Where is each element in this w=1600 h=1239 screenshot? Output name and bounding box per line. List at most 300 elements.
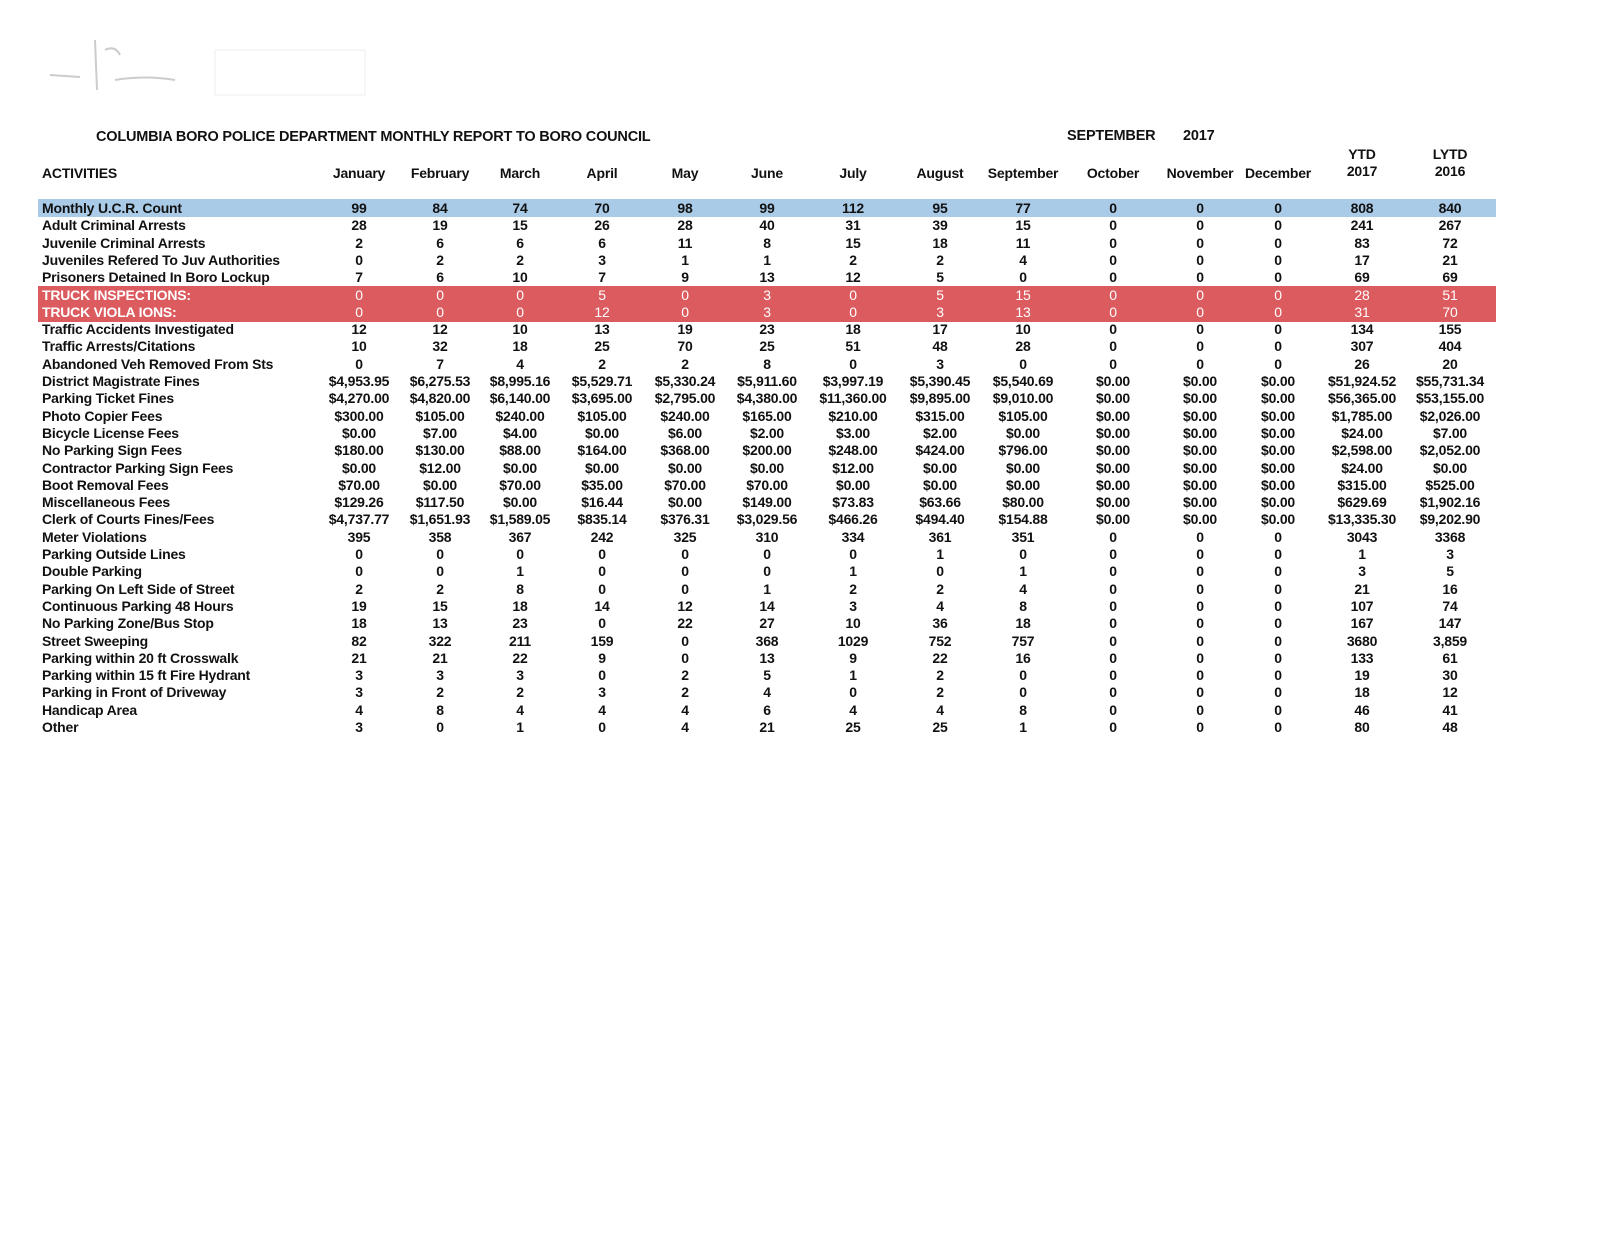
- table-cell: 2: [681, 684, 689, 701]
- table-cell: 0: [1109, 303, 1117, 320]
- table-cell: $0.00: [1182, 476, 1218, 493]
- month-header-december: December: [1244, 165, 1312, 181]
- table-cell: $0.00: [1260, 373, 1296, 389]
- table-cell: $2,026.00: [1419, 407, 1481, 424]
- table-cell: 4: [936, 597, 944, 614]
- table-cell: 0: [1109, 286, 1117, 303]
- table-cell: 28: [677, 217, 693, 234]
- table-cell: 0: [1196, 563, 1204, 580]
- table-cell: $210.00: [828, 407, 878, 424]
- table-cell: $165.00: [742, 407, 792, 424]
- table-cell: $0.00: [502, 494, 538, 511]
- table-cell: 10: [845, 615, 861, 632]
- table-cell: 3: [436, 667, 444, 684]
- table-cell: 0: [849, 546, 857, 562]
- handwritten-mark: [45, 30, 375, 100]
- table-cell: 3680: [1346, 632, 1378, 649]
- table-cell: 0: [1196, 546, 1204, 562]
- row-label: Clerk of Courts Fines/Fees: [42, 511, 215, 528]
- table-cell: 0: [681, 286, 689, 303]
- table-cell: $154.88: [998, 511, 1048, 528]
- table-cell: $6,275.53: [409, 373, 471, 389]
- table-cell: 0: [849, 303, 857, 320]
- table-cell: $80.00: [1002, 494, 1044, 511]
- table-cell: 367: [508, 528, 532, 545]
- table-cell: 0: [1019, 546, 1027, 562]
- table-cell: $0.00: [422, 476, 458, 493]
- table-cell: $2.00: [749, 424, 785, 441]
- table-cell: 2: [936, 684, 944, 701]
- month-header-january: January: [332, 165, 386, 181]
- table-cell: 12: [845, 269, 861, 286]
- table-cell: 0: [1274, 719, 1282, 735]
- table-cell: 0: [598, 615, 606, 632]
- row-label: Photo Copier Fees: [42, 407, 163, 424]
- table-cell: $0.00: [1182, 390, 1218, 407]
- table-cell: 5: [1446, 563, 1454, 580]
- table-cell: 808: [1350, 200, 1374, 216]
- table-cell: $6,140.00: [489, 390, 551, 407]
- table-cell: 51: [845, 338, 861, 355]
- table-cell: 19: [1354, 667, 1370, 684]
- table-cell: 95: [932, 200, 948, 216]
- table-cell: $5,330.24: [654, 373, 716, 389]
- table-cell: 72: [1442, 234, 1458, 251]
- table-cell: $4.00: [502, 424, 538, 441]
- table-cell: 3: [355, 719, 363, 735]
- table-cell: 4: [936, 701, 944, 718]
- table-cell: $6.00: [667, 424, 703, 441]
- table-cell: 77: [1015, 200, 1031, 216]
- table-cell: 13: [1015, 303, 1031, 320]
- table-cell: $55,731.34: [1415, 373, 1485, 389]
- table-cell: 15: [1015, 286, 1031, 303]
- table-cell: 0: [1196, 615, 1204, 632]
- table-cell: 0: [1274, 615, 1282, 632]
- table-cell: 167: [1350, 615, 1374, 632]
- table-cell: $24.00: [1341, 459, 1383, 476]
- table-cell: 26: [594, 217, 610, 234]
- table-cell: 4: [1019, 251, 1027, 268]
- table-cell: $70.00: [746, 476, 788, 493]
- table-cell: $3,029.56: [736, 511, 798, 528]
- row-label: Miscellaneous Fees: [42, 494, 170, 511]
- month-header-october: October: [1086, 165, 1140, 181]
- table-cell: 4: [1019, 580, 1027, 597]
- table-cell: 0: [1274, 355, 1282, 372]
- table-cell: $0.00: [584, 424, 620, 441]
- table-cell: 0: [436, 546, 444, 562]
- table-cell: $200.00: [742, 442, 792, 459]
- table-cell: $424.00: [915, 442, 965, 459]
- table-cell: 28: [351, 217, 367, 234]
- table-cell: 307: [1350, 338, 1374, 355]
- table-cell: 2: [936, 667, 944, 684]
- table-cell: 2: [681, 355, 689, 372]
- table-cell: 0: [681, 563, 689, 580]
- table-cell: 0: [1274, 563, 1282, 580]
- table-cell: 0: [1109, 649, 1117, 666]
- table-cell: 0: [1196, 649, 1204, 666]
- table-cell: $0.00: [1095, 476, 1131, 493]
- table-cell: 0: [1109, 580, 1117, 597]
- table-cell: $5,390.45: [909, 373, 971, 389]
- table-cell: $0.00: [1095, 424, 1131, 441]
- table-cell: 21: [432, 649, 448, 666]
- table-cell: $0.00: [341, 424, 377, 441]
- table-cell: 12: [1442, 684, 1458, 701]
- table-cell: 0: [355, 286, 363, 303]
- table-cell: 0: [1109, 597, 1117, 614]
- table-cell: 3: [516, 667, 524, 684]
- table-cell: 752: [928, 632, 952, 649]
- table-cell: 0: [763, 563, 771, 580]
- row-label: Double Parking: [42, 563, 142, 580]
- table-cell: $0.00: [1260, 511, 1296, 528]
- table-cell: $56,365.00: [1327, 390, 1397, 407]
- table-cell: 1: [763, 580, 771, 597]
- table-cell: 322: [428, 632, 452, 649]
- row-label: Monthly U.C.R. Count: [42, 200, 182, 216]
- table-cell: 39: [932, 217, 948, 234]
- row-label: Juveniles Refered To Juv Authorities: [42, 251, 280, 268]
- table-cell: 16: [1015, 649, 1031, 666]
- table-cell: 3: [763, 286, 771, 303]
- table-cell: 30: [1442, 667, 1458, 684]
- table-cell: 0: [1196, 321, 1204, 338]
- table-cell: 0: [1274, 286, 1282, 303]
- table-cell: 0: [355, 251, 363, 268]
- table-cell: $0.00: [1260, 407, 1296, 424]
- month-header-april: April: [586, 165, 618, 181]
- table-cell: 2: [516, 684, 524, 701]
- table-cell: 17: [932, 321, 948, 338]
- table-cell: 1: [936, 546, 944, 562]
- table-cell: 0: [1196, 217, 1204, 234]
- table-cell: 0: [681, 632, 689, 649]
- table-cell: 0: [681, 303, 689, 320]
- table-cell: 1: [849, 667, 857, 684]
- table-cell: $0.00: [502, 459, 538, 476]
- table-cell: 15: [1015, 217, 1031, 234]
- row-label: Abandoned Veh Removed From Sts: [42, 355, 274, 372]
- table-cell: 0: [849, 684, 857, 701]
- report-month: SEPTEMBER: [1067, 128, 1156, 144]
- table-cell: 5: [598, 286, 606, 303]
- table-cell: 0: [1109, 701, 1117, 718]
- month-header-february: February: [410, 165, 470, 181]
- table-cell: 12: [594, 303, 610, 320]
- table-cell: 22: [512, 649, 528, 666]
- row-label: TRUCK VIOLA IONS:: [42, 303, 177, 320]
- table-cell: 48: [932, 338, 948, 355]
- row-label: Meter Violations: [42, 528, 147, 545]
- table-cell: 0: [1274, 269, 1282, 286]
- table-cell: 112: [842, 200, 864, 216]
- table-cell: $0.00: [1005, 459, 1041, 476]
- table-cell: 6: [598, 234, 606, 251]
- table-cell: $1,589.05: [489, 511, 551, 528]
- table-cell: 325: [673, 528, 697, 545]
- table-cell: 61: [1442, 649, 1458, 666]
- table-cell: 10: [512, 269, 528, 286]
- report-title: COLUMBIA BORO POLICE DEPARTMENT MONTHLY REPORT TO BORO COUNCIL: [96, 129, 651, 145]
- table-cell: 0: [1274, 251, 1282, 268]
- table-cell: 3043: [1346, 528, 1378, 545]
- table-cell: $180.00: [334, 442, 384, 459]
- table-cell: $5,540.69: [992, 373, 1054, 389]
- table-cell: 0: [1109, 338, 1117, 355]
- table-cell: 6: [436, 234, 444, 251]
- table-cell: 15: [845, 234, 861, 251]
- table-cell: $0.00: [922, 459, 958, 476]
- table-cell: $11,360.00: [819, 390, 887, 407]
- row-label: Adult Criminal Arrests: [42, 217, 186, 234]
- table-cell: $0.00: [835, 476, 871, 493]
- table-cell: 0: [1196, 684, 1204, 701]
- table-cell: $0.00: [584, 459, 620, 476]
- table-cell: 25: [932, 719, 948, 735]
- table-cell: 15: [432, 597, 448, 614]
- table-cell: 0: [355, 355, 363, 372]
- table-cell: 8: [436, 701, 444, 718]
- table-cell: 28: [1354, 286, 1370, 303]
- table-cell: 0: [436, 303, 444, 320]
- table-cell: 0: [1274, 684, 1282, 701]
- table-cell: 18: [845, 321, 861, 338]
- table-cell: 0: [1109, 251, 1117, 268]
- table-cell: $248.00: [828, 442, 878, 459]
- table-cell: 0: [1109, 269, 1117, 286]
- table-cell: 11: [1015, 234, 1031, 251]
- table-cell: 3: [1358, 563, 1366, 580]
- table-cell: $2,795.00: [654, 390, 716, 407]
- table-cell: 5: [763, 667, 771, 684]
- table-cell: 2: [849, 580, 857, 597]
- table-cell: $53,155.00: [1415, 390, 1485, 407]
- table-cell: $0.00: [1095, 511, 1131, 528]
- table-cell: 310: [755, 528, 779, 545]
- row-label: Parking Outside Lines: [42, 546, 186, 562]
- table-cell: $376.31: [660, 511, 710, 528]
- table-cell: $0.00: [1095, 442, 1131, 459]
- table-cell: $315.00: [915, 407, 965, 424]
- table-cell: 21: [1354, 580, 1370, 597]
- table-cell: 0: [436, 719, 444, 735]
- table-cell: 0: [1109, 217, 1117, 234]
- row-label: Parking within 15 ft Fire Hydrant: [42, 667, 251, 684]
- table-cell: 3: [936, 355, 944, 372]
- table-cell: 11: [677, 234, 693, 251]
- table-cell: 3: [849, 597, 857, 614]
- table-cell: 0: [681, 649, 689, 666]
- table-cell: 2: [936, 580, 944, 597]
- table-cell: 0: [1109, 528, 1117, 545]
- table-cell: 1: [681, 251, 689, 268]
- table-cell: $164.00: [577, 442, 627, 459]
- table-cell: $9,010.00: [992, 390, 1054, 407]
- table-cell: 0: [1196, 355, 1204, 372]
- table-cell: 0: [1274, 217, 1282, 234]
- lytd-header: LYTD: [1432, 146, 1468, 162]
- table-cell: 13: [594, 321, 610, 338]
- table-cell: 3: [598, 684, 606, 701]
- table-cell: 134: [1350, 321, 1374, 338]
- row-label: Juvenile Criminal Arrests: [42, 234, 206, 251]
- table-cell: $4,953.95: [328, 373, 390, 389]
- table-cell: 26: [1354, 355, 1370, 372]
- table-cell: 0: [1109, 719, 1117, 735]
- table-cell: $88.00: [499, 442, 541, 459]
- table-cell: 36: [932, 615, 948, 632]
- table-cell: 0: [1109, 615, 1117, 632]
- table-cell: 3368: [1434, 528, 1466, 545]
- row-label: Handicap Area: [42, 701, 137, 718]
- table-cell: 1029: [837, 632, 869, 649]
- table-cell: $70.00: [664, 476, 706, 493]
- table-cell: $1,785.00: [1331, 407, 1393, 424]
- table-cell: 8: [763, 355, 771, 372]
- table-cell: 1: [516, 719, 524, 735]
- table-cell: 0: [1196, 303, 1204, 320]
- table-cell: 13: [432, 615, 448, 632]
- table-cell: $7.00: [422, 424, 458, 441]
- table-cell: 46: [1354, 701, 1370, 718]
- table-cell: $0.00: [1095, 459, 1131, 476]
- table-cell: $0.00: [1095, 373, 1131, 389]
- table-cell: $3.00: [835, 424, 871, 441]
- table-cell: 18: [932, 234, 948, 251]
- table-cell: $105.00: [415, 407, 465, 424]
- table-cell: 0: [1109, 546, 1117, 562]
- table-cell: 6: [436, 269, 444, 286]
- table-cell: $2,598.00: [1331, 442, 1393, 459]
- table-cell: 2: [355, 234, 363, 251]
- table-cell: 15: [512, 217, 528, 234]
- table-cell: 0: [1196, 719, 1204, 735]
- table-cell: 8: [763, 234, 771, 251]
- table-cell: 0: [1274, 580, 1282, 597]
- table-cell: 0: [1019, 355, 1027, 372]
- table-cell: $0.00: [1182, 459, 1218, 476]
- table-cell: 12: [351, 321, 367, 338]
- table-cell: 4: [763, 684, 771, 701]
- table-cell: 83: [1354, 234, 1370, 251]
- table-cell: 40: [759, 217, 775, 234]
- table-cell: 51: [1442, 286, 1458, 303]
- table-cell: 13: [759, 269, 775, 286]
- table-cell: 0: [849, 286, 857, 303]
- table-cell: 3: [355, 684, 363, 701]
- table-cell: 7: [598, 269, 606, 286]
- table-cell: 2: [598, 355, 606, 372]
- table-cell: 0: [1196, 667, 1204, 684]
- table-cell: 1: [1358, 546, 1366, 562]
- table-cell: $70.00: [338, 476, 380, 493]
- row-label: Traffic Accidents Investigated: [42, 321, 234, 338]
- table-cell: 4: [355, 701, 363, 718]
- table-cell: 0: [1109, 200, 1117, 216]
- table-cell: 4: [598, 701, 606, 718]
- table-cell: 7: [355, 269, 363, 286]
- table-cell: 358: [428, 528, 452, 545]
- table-cell: 241: [1350, 217, 1374, 234]
- table-cell: 13: [759, 649, 775, 666]
- table-cell: 3: [598, 251, 606, 268]
- table-cell: 74: [1442, 597, 1458, 614]
- table-cell: 0: [598, 546, 606, 562]
- table-cell: 0: [1274, 701, 1282, 718]
- ytd-year-header: 2017: [1346, 163, 1378, 179]
- table-cell: 2: [436, 580, 444, 597]
- table-cell: 69: [1354, 269, 1370, 286]
- table-cell: 3: [763, 303, 771, 320]
- table-cell: 0: [1274, 546, 1282, 562]
- row-label: Prisoners Detained In Boro Lockup: [42, 269, 270, 286]
- table-cell: 0: [1196, 286, 1204, 303]
- table-cell: 18: [351, 615, 367, 632]
- table-cell: 8: [1019, 701, 1027, 718]
- table-cell: 99: [351, 200, 367, 216]
- table-cell: $1,651.93: [409, 511, 471, 528]
- table-cell: $12.00: [832, 459, 874, 476]
- table-cell: 0: [1196, 528, 1204, 545]
- table-cell: 0: [436, 563, 444, 580]
- table-cell: 0: [598, 563, 606, 580]
- month-header-november: November: [1166, 165, 1234, 181]
- table-cell: $3,997.19: [822, 373, 884, 389]
- table-cell: 0: [1109, 632, 1117, 649]
- table-cell: $105.00: [998, 407, 1048, 424]
- table-cell: 1: [1019, 563, 1027, 580]
- table-cell: 3: [936, 303, 944, 320]
- table-cell: 8: [1019, 597, 1027, 614]
- table-cell: $24.00: [1341, 424, 1383, 441]
- table-cell: 31: [845, 217, 861, 234]
- table-cell: 0: [1019, 667, 1027, 684]
- table-cell: 7: [436, 355, 444, 372]
- table-cell: 0: [1196, 580, 1204, 597]
- table-cell: $315.00: [1337, 476, 1387, 493]
- table-cell: $0.00: [667, 459, 703, 476]
- table-cell: 16: [1442, 580, 1458, 597]
- table-cell: $0.00: [1182, 494, 1218, 511]
- row-label: District Magistrate Fines: [42, 373, 200, 389]
- table-cell: $149.00: [742, 494, 792, 511]
- table-cell: 99: [759, 200, 775, 216]
- table-cell: 0: [681, 580, 689, 597]
- table-cell: 0: [1109, 234, 1117, 251]
- table-cell: 0: [1274, 200, 1282, 216]
- table-cell: 6: [516, 234, 524, 251]
- activities-header: ACTIVITIES: [42, 165, 118, 181]
- month-header-july: July: [839, 165, 867, 181]
- table-cell: 98: [677, 200, 693, 216]
- row-label: No Parking Zone/Bus Stop: [42, 615, 214, 632]
- table-cell: 19: [351, 597, 367, 614]
- table-cell: 14: [594, 597, 610, 614]
- table-cell: 0: [1274, 528, 1282, 545]
- table-cell: $0.00: [1182, 407, 1218, 424]
- table-cell: 25: [845, 719, 861, 735]
- table-cell: 840: [1438, 200, 1462, 216]
- table-cell: $63.66: [919, 494, 961, 511]
- row-label: Bicycle License Fees: [42, 424, 179, 441]
- table-cell: $0.00: [1432, 459, 1468, 476]
- table-cell: 10: [1015, 321, 1031, 338]
- table-cell: 242: [590, 528, 614, 545]
- table-cell: $4,737.77: [328, 511, 390, 528]
